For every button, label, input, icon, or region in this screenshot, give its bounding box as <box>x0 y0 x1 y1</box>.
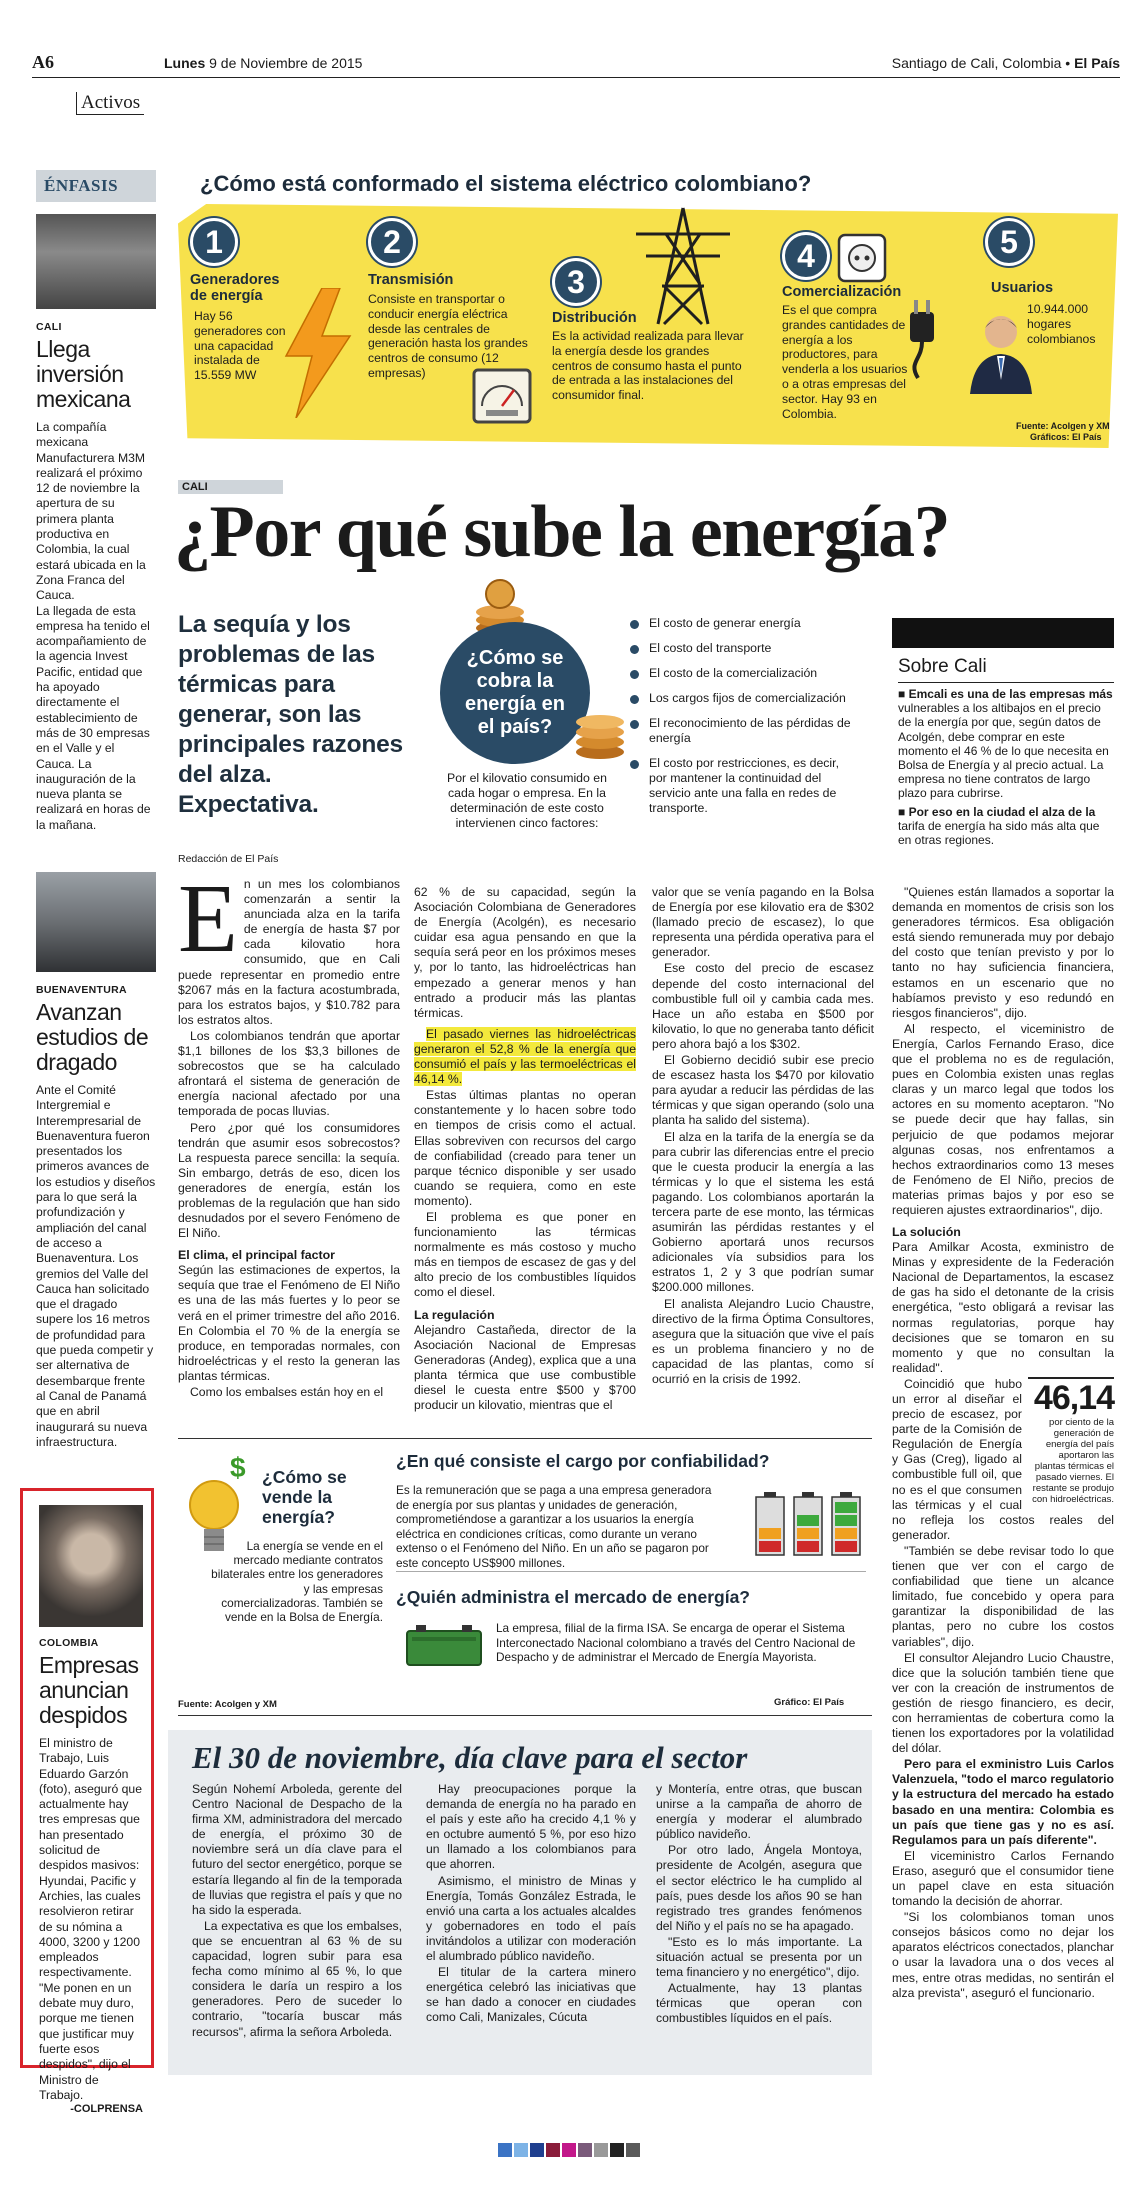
separator-bullet: • <box>1065 55 1071 71</box>
main-deck: La sequía y los problemas de las térmicas para generar, son las principales razones del alza. Expectativa. <box>178 611 403 818</box>
bullet-dot-icon <box>630 760 639 769</box>
bottom-c1p2: La expectativa es que los embalses, que se encuentran al 63 % de su capacidad, logren subir para esa fecha como mínimo al 65 %, lo que considera le daría un respiro a los generadores. Pero de suceder lo contrario, "tocaría buscar más recursos", afirma la señora Arboleda. <box>192 1918 402 2039</box>
battery-box-icon <box>404 1623 484 1667</box>
q2-title: ¿En qué consiste el cargo por confiabilidad? <box>396 1451 770 1471</box>
col1-p2: Los colombianos tendrán que aportar $1,1 billones de los $3,3 billones de sobrecostos que se ha calculado afrontará el sistema de generación de energía nacional afectado por una temporada de pocas lluvias. <box>178 1028 400 1119</box>
cobra-list <box>630 616 860 826</box>
col4-p2: Al respecto, el viceministro de Energía, Carlos Fernando Eraso, dice que el problema no es de regulación, pues en Colombia existen unas reglas claras y un marco legal que todos los actores en su momento aceptaron. "No se puede decir que hay fallas, sin perjuicio de que podamos mejorar algunas cosas, nos enfrentamos a hechos extraordinarios como 13 meses de Fenómeno de El Niño, precios de materias primas bajos y por eso se requieren ajustes extraordinarios", dijo. <box>892 1021 1114 1217</box>
step-3-title: Distribución <box>552 310 637 326</box>
bottom-col-2 <box>426 1782 636 2027</box>
color-chip <box>594 2143 608 2157</box>
story3-body: El ministro de Trabajo, Luis Eduardo Garzón (foto), aseguró que actualmente hay tres empresas que han presentado solicitud de despidos masivos: Hyundai, Pacific y Archies, las cuales resolvieron retirar de su nómina a 4000, 3200 y 1200 empleados respectivamente. <box>39 1736 142 1980</box>
col4-p1: "Quienes están llamados a soportar la demanda en momentos de crisis son los generadores térmicos. Esa obligación está siendo remunerada muy por debajo del costo que tenían previsto y por lo tanto no hay suficiencia financiera, estamos en un escenario que no habíamos previsto y eso redundó en riesgos financieros", dijo. <box>892 885 1114 1020</box>
bottom-c2p2: Asimismo, el ministro de Minas y Energía, Tomás González Estrada, le envió una carta a los actuales alcaldes y gobernadores en todo el país invitándolos a utilizar con moderación el alumbrado público navideño. <box>426 1873 636 1964</box>
bullet-square-icon: ■ <box>898 687 906 701</box>
svg-text:$: $ <box>230 1452 246 1483</box>
story2-body: Ante el Comité Intergremial e Interempresarial de Buenaventura fueron presentados los primeros avances de los estudios y diseños para lo que será la profundización y ampliación del canal de acceso a Buenaventura. Los gremios del Valle del Cauca han solicitado que el dragado supere los 16 metros de profundidad para que pueda competir y ser alternativa de desembarque frente al Canal de Panamá que en abril inaugurará su nueva infraestructura. <box>36 1083 156 1449</box>
infographic-source: Fuente: Acolgen y XM <box>1016 421 1110 431</box>
user-person-icon <box>968 310 1034 394</box>
date-line <box>164 55 362 71</box>
bottom-c2p1: Hay preocupaciones porque la demanda de energía no ha parado en el país y este año ha crecido 4,1 % y en octubre aumentó 5 %, por eso hizo un llamado a los colombianos para que ahorren. <box>426 1782 636 1872</box>
step-3-number: 3 <box>552 258 600 306</box>
lightning-icon <box>278 288 356 418</box>
step-5-text: 10.944.000 hogares colombianos <box>1027 302 1096 346</box>
sobre-b2 <box>898 805 1114 848</box>
infographic-title: ¿Cómo está conformado el sistema eléctrico colombiano? <box>200 171 812 196</box>
bottom-headline: El 30 de noviembre, día clave para el sector <box>192 1740 748 1775</box>
cobra-item-text: El reconocimiento de las pérdidas de energía <box>649 716 851 745</box>
color-registration-strip <box>498 2143 640 2157</box>
cobra-item <box>630 716 860 746</box>
main-headline: ¿Por qué sube la energía? <box>174 491 950 573</box>
sobre-b1-bold: Emcali es una de las empresas más <box>908 687 1113 701</box>
date-weekday: Lunes <box>164 55 206 71</box>
sobre-title: Sobre Cali <box>898 656 987 677</box>
col3-p2: Ese costo del precio de escasez depende del costo internacional del combustible full oil y cambia cada mes. Hace un año estaba en $500 por kilovatio, lo que no generaba tanto déficit pero ahora bajó a los $302. <box>652 961 874 1051</box>
cobra-item <box>630 641 860 656</box>
step-4-number: 4 <box>782 232 830 280</box>
cobra-bubble <box>440 622 590 764</box>
article-col-3 <box>652 885 874 1388</box>
col2-highlight: El pasado viernes las hidroeléctricas generaron el 52,8 % de la energía que consumió el país y las termoeléctricas el 46,14 %. <box>414 1026 636 1087</box>
bullet-dot-icon <box>630 720 639 729</box>
step-1-number: 1 <box>190 218 238 266</box>
story3-section: COLOMBIA <box>39 1637 99 1649</box>
cobra-title: ¿Cómo se cobra la energía en el país? <box>464 647 566 738</box>
bottom-c1p1: Según Nohemí Arboleda, gerente del Centro Nacional de Despacho de la firma XM, administradora del mercado de energía, el próximo 30 de noviembre será un día clave para el futuro del sector energético, porque se estaría llegando al fin de la temporada de lluvias que registra el país y que no ha sido la esperada. <box>192 1782 402 1917</box>
bullet-dot-icon <box>630 645 639 654</box>
cobra-item-text: El costo de la comercialización <box>649 666 818 680</box>
infographic-graphics-credit: Gráficos: El País <box>1030 432 1102 442</box>
cobra-item-text: El costo del transporte <box>649 641 772 655</box>
transmission-tower-icon <box>628 206 738 326</box>
col4-subhead: La solución <box>892 1225 961 1240</box>
step-4-text: Es el que compra grandes cantidades de energía a los productores, para venderla a los usuarios o a otras empresas del sector. Hay 93 en Colombia. <box>782 303 908 421</box>
paper-name: El País <box>1074 55 1120 71</box>
step-2-text: Consiste en transportar o conducir energía eléctrica desde las centrales de generación hasta los grandes centros de consumo (12 empresas) <box>368 292 528 380</box>
story2-section: BUENAVENTURA <box>36 984 127 996</box>
story3-body2: "Me ponen en un debate muy duro, porque me tienen que justificar muy fuerte esos despidos", dijo el Ministro de Trabajo. <box>39 1980 134 2102</box>
story3-photo <box>39 1505 143 1627</box>
q3-text: La empresa, filial de la firma ISA. Se encarga de operar el Sistema Interconectado Nacional colombiano a través del Centro Nacional de Despacho y de administrar el Mercado de Energía Mayorista. <box>496 1621 856 1665</box>
header-rule <box>32 77 1120 78</box>
bottom-c3p3: "Esto es lo más importante. La situación actual se presenta por un tema financiero y no energético", dijo. <box>656 1934 862 1980</box>
color-chip <box>498 2143 512 2157</box>
col2-p1: 62 % de su capacidad, según la Asociación Colombiana de Generadores de Energía (Acolgén), es necesario cuidar esa agua pensando en que la sequía será peor en los próximos meses y, por lo tanto, las hidroeléctricas han empezado a generar menos y han entrado a producir más las plantas térmicas. <box>414 885 636 1020</box>
dropcap: E <box>178 865 238 973</box>
color-chip <box>530 2143 544 2157</box>
sobre-cali-box <box>892 618 1114 847</box>
sobre-rule <box>898 682 1114 683</box>
step-1-title: Generadores de energía <box>190 272 280 304</box>
col3-p4: El alza en la tarifa de la energía se da para cubrir las diferencias entre el precio que le cuesta producir la energía a las térmicas y lo que el sistema les está pagando. Los colombianos aportarán la tercera parte de ese monto, las térmicas asumirán las pérdidas restantes y el Gobierno aportará unos recursos adicionales vía subsidios para los estratos 1, 2 y 3 que podrían sumar $200.000 millones. <box>652 1129 874 1295</box>
bottom-c3p2: Por otro lado, Ángela Montoya, presidente de Acolgén, asegura que el sector eléctrico le ha cumplido al país, pues desde los años 90 se han registrado tres grandes fenómenos del Niño y el país no se ha apagado. <box>656 1843 862 1933</box>
byline: Redacción de El País <box>178 853 279 865</box>
section-tag: Activos <box>76 92 144 115</box>
col2-p4: El problema es que poner en funcionamiento las térmicas normalmente es más costoso y mucho más en tiempos de escasez de gas y del alto precio de los combustibles líquidos como el diesel. <box>414 1209 636 1300</box>
col4-p6: El consultor Alejandro Lucio Chaustre, dice que la solución también tiene que ver con la creación de instrumentos de gestión de riesgo financiero, es decir, con herramientas de cobertura como la tienen los exportadores por la volatilidad del dólar. <box>892 1650 1114 1756</box>
story1-body: La compañía mexicana Manufacturera M3M realizará el próximo 12 de noviembre la apertura de su primera planta productiva en Colombia, la cual estará ubicada en la Zona Franca del Cauca. <box>36 420 146 603</box>
socket-icon <box>836 232 888 284</box>
color-chip <box>562 2143 576 2157</box>
step-5-number: 5 <box>985 218 1033 266</box>
col2-subhead: La regulación <box>414 1307 495 1322</box>
cobra-item <box>630 666 860 681</box>
box-source: Fuente: Acolgen y XM <box>178 1699 277 1710</box>
col2-p3: Estas últimas plantas no operan constantemente y lo hacen sobre todo en tiempos de crisis como el actual. Ellas sobreviven con recursos del cargo de confiabilidad (creado para tener un parque técnico disponible y ser usado cuando se requiera, como en este momento). <box>414 1088 636 1208</box>
bullet-dot-icon <box>630 695 639 704</box>
q3-title: ¿Quién administra el mercado de energía? <box>396 1587 750 1607</box>
stat-value: 46,14 <box>1033 1378 1114 1417</box>
story3-headline: Empresas anuncian despidos <box>39 1652 139 1728</box>
coin-pile-icon <box>572 706 628 760</box>
story1-section: CALI <box>36 321 62 333</box>
col4-p5: "También se debe revisar todo lo que tienen que ver con el cargo de confiabilidad que tiene un alcance limitado, fue concebido y opera para garantizar la disponibilidad de las plantas, pero no cubre los costos variables", dijo. <box>892 1543 1114 1649</box>
story1-photo <box>36 214 156 309</box>
color-chip <box>626 2143 640 2157</box>
col2-p5: Alejandro Castañeda, director de la Asociación Nacional de Empresas Generadoras (Andeg), explica que a una planta térmica que use combustible diesel le cuesta entre $500 y $700 producir un kilovatio, mientras que el <box>414 1322 636 1412</box>
article-col-4 <box>892 885 1114 2002</box>
col4-p3: Para Amilkar Acosta, exministro de Minas y expresidente de la Federación Nacional de Departamentos, la escasez de gas ha sido el detonante de la crisis energética, "esto obligará a revisar las normas regulatorias, porque hay decisiones que se tomaron en su momento y que no consultan la realidad". <box>892 1240 1114 1375</box>
step-2-number: 2 <box>368 218 416 266</box>
col4-p7: Pero para el exministro Luis Carlos Valenzuela, "todo el marco regulatorio y la estructura del mercado ha estado basado en una mentira: Colombia es un país que tiene gas y no es así. Regulamos para un país diferente". <box>892 1757 1114 1847</box>
color-chip <box>610 2143 624 2157</box>
page-number: A6 <box>32 52 54 72</box>
sidebar <box>36 170 156 833</box>
step-5-title: Usuarios <box>991 280 1054 296</box>
step-3-text: Es la actividad realizada para llevar la energía desde los grandes centros de consumo hasta el punto de entrada a las instalaciones del consumidor final. <box>552 329 744 403</box>
article-col-1 <box>178 865 400 1401</box>
cobra-item <box>630 756 860 816</box>
box-graphics: Gráfico: El País <box>774 1697 845 1708</box>
color-chip <box>514 2143 528 2157</box>
col2-highlight-para <box>414 1027 636 1087</box>
col4-p8: El viceministro Carlos Fernando Eraso, aseguró que el consumidor tiene un papel clave en esta situación tomando la decisión de ahorrar. <box>892 1848 1114 1909</box>
cobra-item <box>630 616 860 631</box>
cobra-intro: Por el kilovatio consumido en cada hogar o empresa. En la determinación de este costo intervienen cinco factores: <box>447 771 607 830</box>
col1-subhead: El clima, el principal factor <box>178 1248 336 1263</box>
info-box <box>178 1438 872 1716</box>
box-divider <box>396 1571 866 1572</box>
battery-icon <box>752 1491 864 1557</box>
bottom-c3p1: y Montería, entre otras, que buscan unirse a la campaña de ahorro de energía y moderar el alumbrado público navideño. <box>656 1782 862 1842</box>
city-line <box>892 55 1120 71</box>
sobre-b2-bold: Por eso en la ciudad el alza de la <box>908 804 1096 819</box>
color-chip <box>546 2143 560 2157</box>
cobra-item-text: Los cargos fijos de comercialización <box>649 691 846 705</box>
cobra-item-text: El costo por restricciones, es decir, por mantener la continuidad del servicio ante una falla en redes de transporte. <box>649 756 839 815</box>
q1-text: La energía se vende en el mercado mediante contratos bilaterales entre los generadores y las empresas comercializadoras. También se vende en la Bolsa de Energía. <box>211 1539 383 1625</box>
story1-headline: Llega inversión mexicana <box>36 336 131 412</box>
col1-p1: n un mes los colombianos comenzarán a sentir la anunciada alza en la tarifa de energía de hasta $7 por cada kilovatio hora consumido, que en Cali puede representar en promedio entre $2067 más en la factura acostumbrada, para los estratos bajos, y $10.782 para los estratos altos. <box>178 877 400 1027</box>
step-2-title: Transmisión <box>368 272 454 288</box>
step-1 <box>190 218 360 383</box>
sobre-b2-text: tarifa de energía ha sido más alta que en otras regiones. <box>898 818 1100 848</box>
bottom-c2p3: El titular de la cartera minero energética celebró las iniciativas que se han dado a conocer en ciudades como Cali, Manizales, Cúcuta <box>426 1965 636 2025</box>
plug-icon <box>904 300 940 380</box>
city-text: Santiago de Cali, Colombia <box>891 55 1062 71</box>
q2-text: Es la remuneración que se paga a una empresa generadora de energía por sus plantas y unidades de generación, comprometiéndose a garantizar a los usuarios la energía eléctrica en condiciones críticas, como durante un verano extenso o el Fenómeno del Niño. En un año se pagaron por este concepto US$900 millones. <box>396 1483 712 1570</box>
bullet-dot-icon <box>630 670 639 679</box>
bullet-square-icon: ■ <box>898 804 906 819</box>
story2-headline: Avanzan estudios de dragado <box>36 999 149 1075</box>
story3-credit: -COLPRENSA <box>70 2103 143 2116</box>
stat-box <box>1028 1377 1114 1505</box>
sobre-b1-text: vulnerables a los altibajos en el precio de la energía por que, según datos de Acolgén, debe comprar en este momento el 46 % de lo que necesita en Bolsa de Energía y al precio actual. La empresa no tiene contratos de largo plazo para cubrirse. <box>898 701 1109 801</box>
bottom-col-3 <box>656 1782 862 2028</box>
step-2 <box>368 218 528 381</box>
bottom-col-1 <box>192 1782 402 2041</box>
col1-p5: Como los embalses están hoy en el <box>190 1385 384 1399</box>
story2-photo <box>36 872 156 972</box>
step-4-title: Comercialización <box>782 284 902 300</box>
sidebar-label: ÉNFASIS <box>36 170 156 202</box>
story1-body2: La llegada de esta empresa ha tenido el acompañamiento de la agencia Invest Pacific, entidad que ha apoyado directamente el establecimiento de más de 30 empresas en el Valle y el Cauca. La inauguración de la nueva planta se realizará en horas de la mañana. <box>36 603 151 832</box>
col1-p3: Pero ¿por qué los consumidores tendrán que asumir esos sobrecostos? La respuesta parece sencilla: la sequía. Sin embargo, detrás de eso, dicen los generadores de energía, están los problemas de la regulación que han sido desnudados por el severo Fenómeno de El Niño. <box>178 1120 400 1241</box>
bullet-dot-icon <box>630 620 639 629</box>
col3-p1: valor que se venía pagando en la Bolsa de Energía por ese kilovatio era de $302 (llamado precio de escasez), lo que representa una pérdida operativa para el generador. <box>652 885 874 960</box>
col3-p3: El Gobierno decidió subir ese precio de escasez hasta los $470 por kilovatio para ayudar a reducir las pérdidas de las térmicas y que sigan operando (solo una planta ha salido del sistema). <box>652 1053 874 1128</box>
sidebar-story3 <box>20 1488 154 2116</box>
cobra-item-text: El costo de generar energía <box>649 616 801 630</box>
step-1-text: Hay 56 generadores con una capacidad instalada de 15.559 MW <box>194 309 286 383</box>
q1-title: ¿Cómo se vende la energía? <box>262 1467 347 1527</box>
col3-p5: El analista Alejandro Lucio Chaustre, directivo de la firma Óptima Consultores, asegura que la situación que vive el país es un problema financiero y no de capacidad de las plantas, como sí ocurrió en la crisis de 1992. <box>652 1296 874 1386</box>
col4-p9: "Si los colombianos toman unos consejos básicos como no dejar los aparatos eléctricos conectados, planchar o usar la lavadora una o dos veces al mes, entre otras medidas, no sentirán el alza prevista", aseguró el funcionario. <box>892 1910 1114 2000</box>
color-chip <box>578 2143 592 2157</box>
bottom-c3p4: Actualmente, hay 13 plantas térmicas que operan con combustibles líquidos en el país. <box>656 1981 862 2026</box>
main-kicker: CALI <box>178 480 283 494</box>
stat-caption: por ciento de la generación de energía del país aportaron las plantas térmicas el pasado viernes. El restante se produjo con hidroeléctricas. <box>1032 1416 1114 1505</box>
article-col-2 <box>414 885 636 1414</box>
sidebar-story2 <box>36 872 156 1450</box>
col4-p4: Coincidió que hubo un error al diseñar el precio de escasez, por parte de la Comisión de Regulación de Energía y Gas (Creg), ligado al combustible full oil, que no es el que consumen las térmicas y el cual no refleja los costos reales del generador. <box>892 1376 1114 1542</box>
sobre-b1 <box>898 687 1114 801</box>
date-text: 9 de Noviembre de 2015 <box>209 55 363 71</box>
col1-p4: Según las estimaciones de expertos, la sequía que trae el Fenómeno de El Niño es una de las más fuertes y lo peor se verá en el primer trimestre del año 2016. En Colombia el 70 % de la energía se produce, en temporadas normales, con hidroeléctricas y el resto la generan las plantas térmicas. <box>178 1263 400 1383</box>
cobra-item <box>630 691 860 706</box>
sobre-bar <box>892 618 1114 648</box>
page-header <box>32 52 1120 74</box>
meter-icon <box>472 368 532 424</box>
